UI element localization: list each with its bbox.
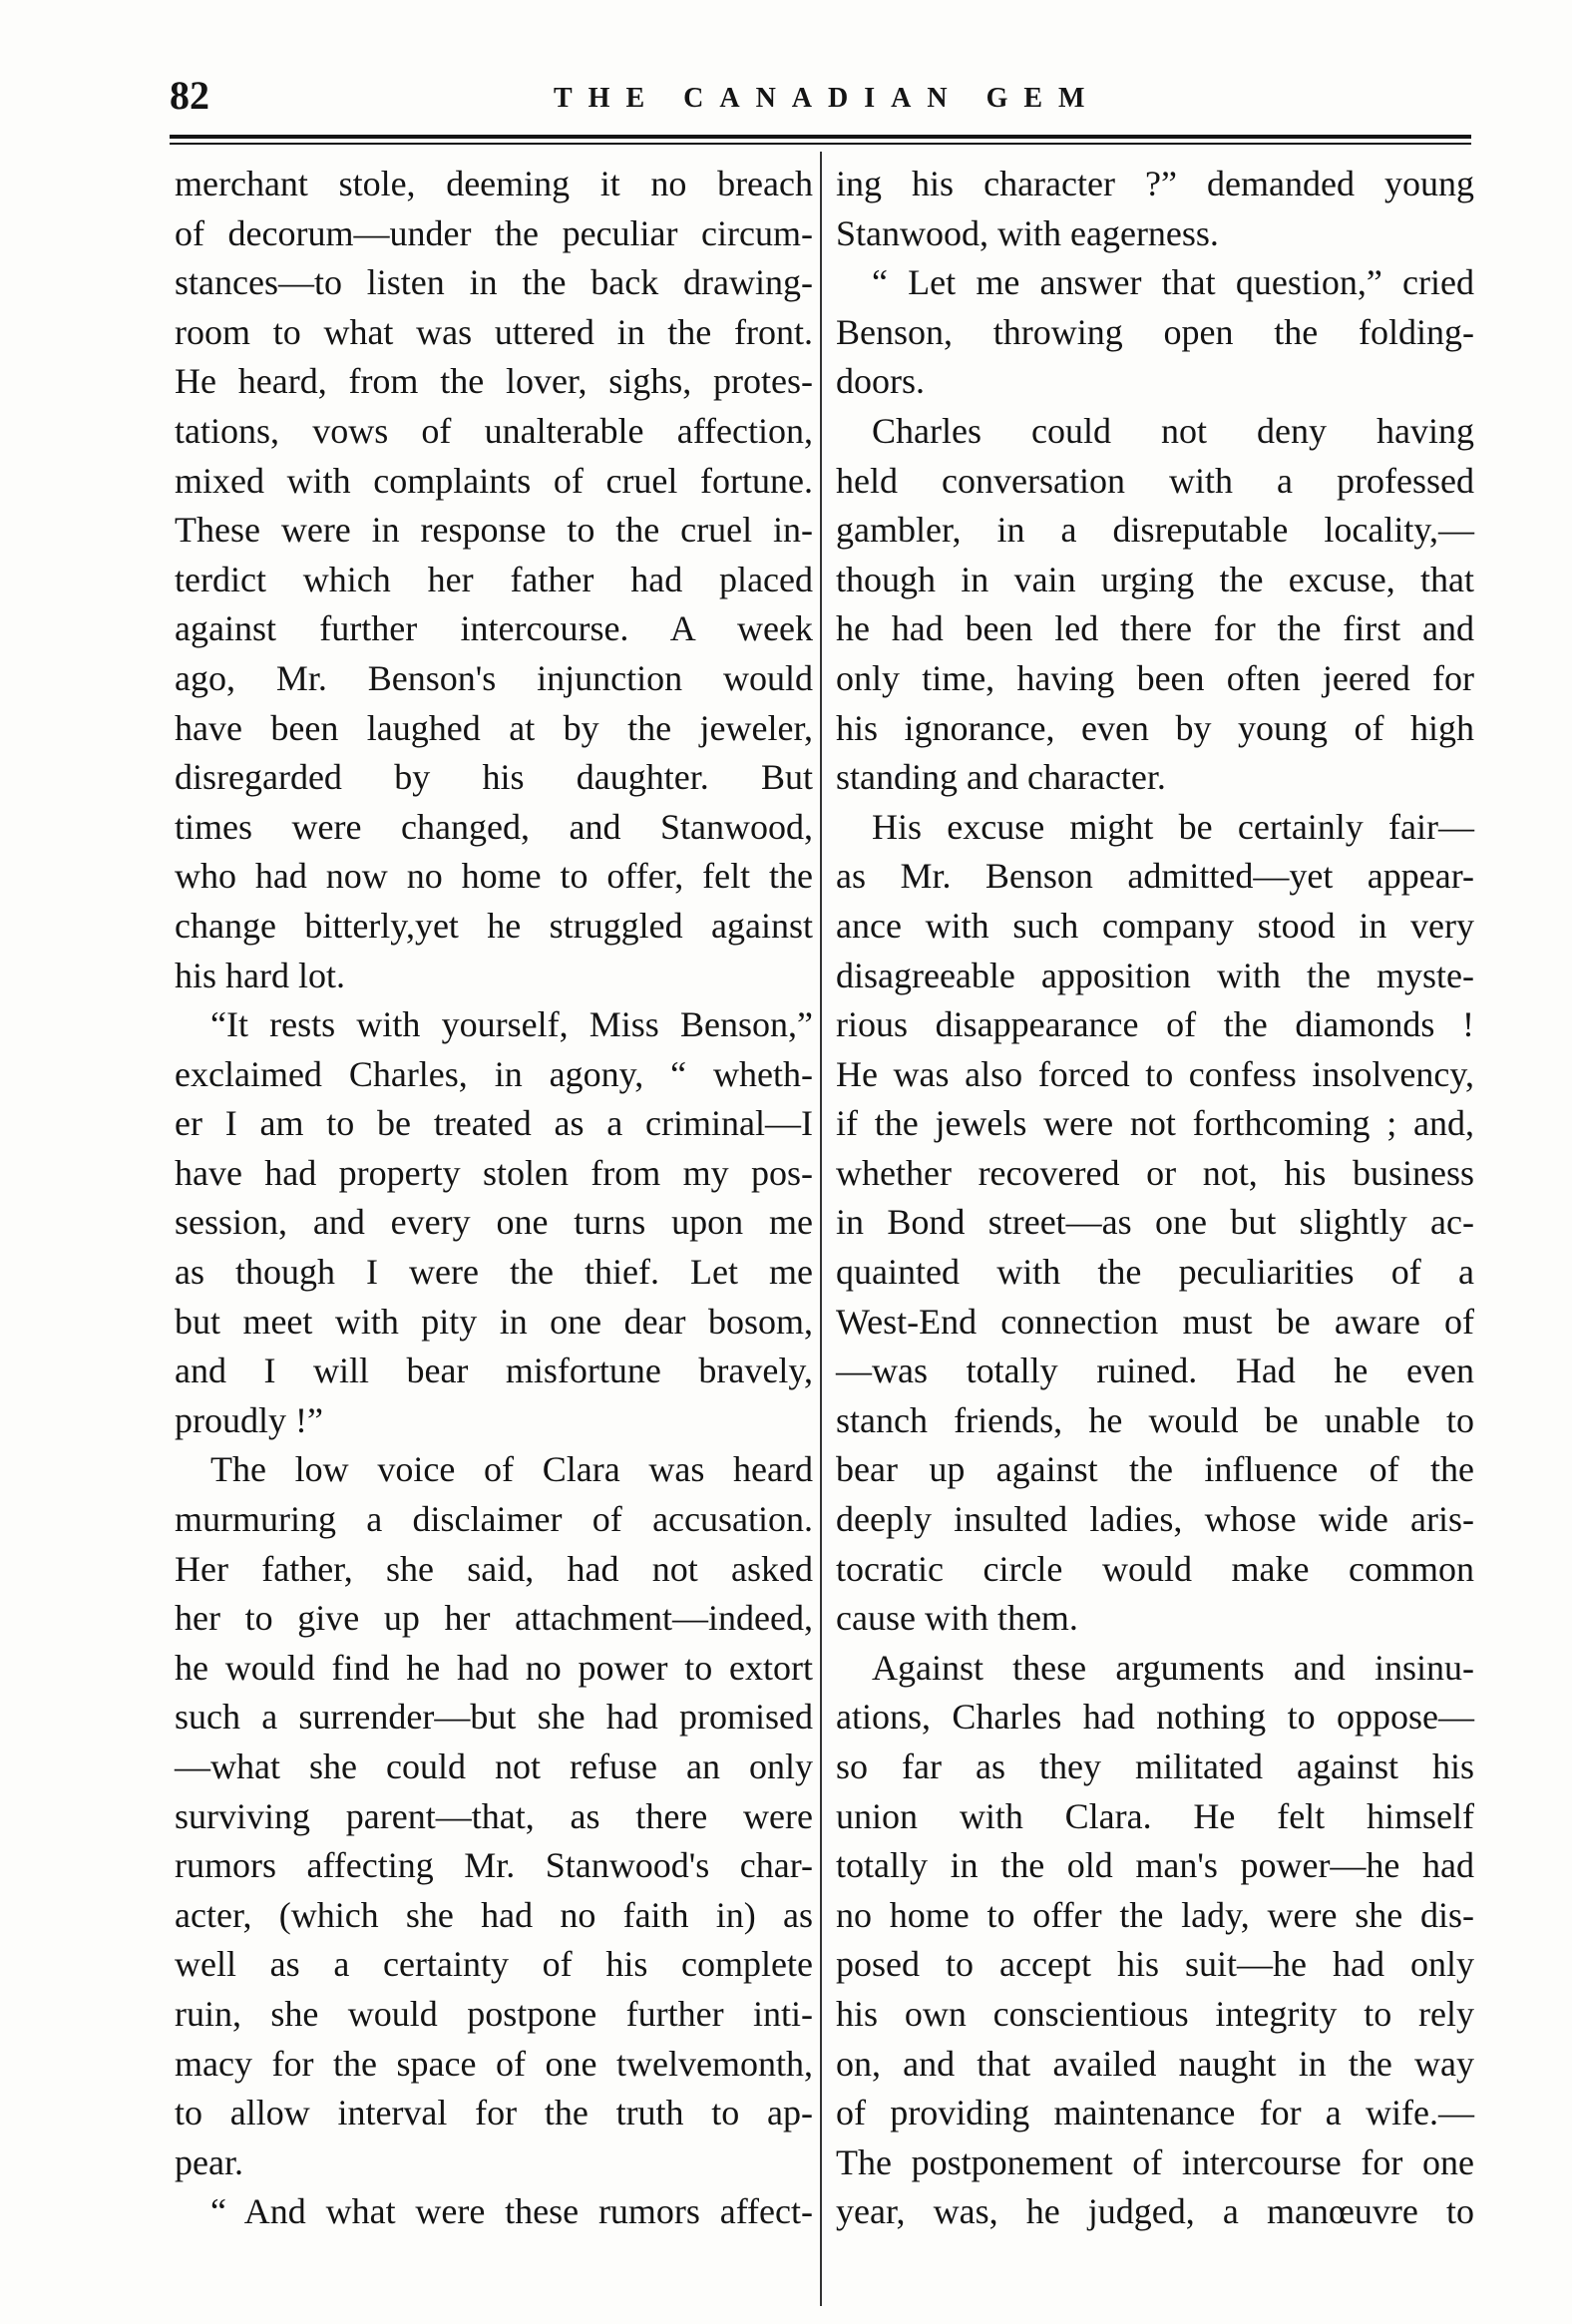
- text-line: have been laughed at by the jeweler,: [175, 707, 813, 748]
- text-line: who had now no home to offer, felt the: [175, 856, 813, 897]
- text-line: rumors affecting Mr. Stanwood's char-: [175, 1845, 813, 1886]
- text-line: to allow interval for the truth to ap-: [175, 2093, 813, 2133]
- text-line: Benson, throwing open the folding-: [836, 311, 1474, 352]
- text-line: session, and every one turns upon me: [175, 1202, 813, 1243]
- text-line: These were in response to the cruel in-: [175, 510, 813, 551]
- text-line: gambler, in a disreputable locality,—: [836, 510, 1474, 551]
- text-line: acter, (which she had no faith in) as: [175, 1894, 813, 1935]
- text-line: his own conscientious integrity to rely: [836, 1993, 1474, 2034]
- text-line: mixed with complaints of cruel fortune.: [175, 460, 813, 501]
- text-line: Charles could not deny having: [872, 410, 1474, 451]
- text-line: rious disappearance of the diamonds !: [836, 1004, 1474, 1045]
- text-line: ruin, she would postpone further inti-: [175, 1993, 813, 2034]
- text-line: merchant stole, deeming it no breach: [175, 164, 813, 203]
- text-line: only time, having been often jeered for: [836, 657, 1474, 698]
- text-line: murmuring a disclaimer of accusation.: [175, 1499, 813, 1540]
- text-line: “ And what were these rumors affect-: [210, 2191, 813, 2232]
- text-line: proudly !”: [175, 1399, 323, 1440]
- text-line: He heard, from the lover, sighs, protes-: [175, 361, 813, 402]
- text-line: totally in the old man's power—he had: [836, 1845, 1474, 1886]
- text-line: year, was, he judged, a manœuvre to: [836, 2191, 1474, 2232]
- text-line: so far as they militated against his: [836, 1746, 1474, 1786]
- text-line: ations, Charles had nothing to oppose—: [836, 1697, 1474, 1738]
- text-line: terdict which her father had placed: [175, 559, 813, 599]
- text-line: stances—to listen in the back drawing-: [175, 262, 813, 303]
- text-line: of providing maintenance for a wife.—: [836, 2093, 1474, 2133]
- text-line: if the jewels were not forthcoming ; and,: [836, 1103, 1474, 1144]
- text-line: pear.: [175, 2141, 243, 2182]
- text-line: tocratic circle would make common: [836, 1548, 1474, 1589]
- text-line: “ Let me answer that question,” cried: [872, 262, 1474, 303]
- running-title: THE CANADIAN GEM: [554, 83, 1101, 114]
- text-line: standing and character.: [836, 757, 1166, 798]
- text-line: and I will bear misfortune bravely,: [175, 1351, 813, 1391]
- text-line: his hard lot.: [175, 955, 345, 995]
- text-line: macy for the space of one twelvemonth,: [175, 2043, 813, 2084]
- text-line: stanch friends, he would be unable to: [836, 1399, 1474, 1440]
- text-line: He was also forced to confess insolvency,: [836, 1053, 1474, 1094]
- text-line: have had property stolen from my pos-: [175, 1152, 813, 1193]
- text-line: but meet with pity in one dear bosom,: [175, 1301, 813, 1342]
- text-line: union with Clara. He felt himself: [836, 1795, 1474, 1836]
- text-line: change bitterly,yet he struggled against: [175, 905, 813, 946]
- text-line: he would find he had no power to extort: [175, 1647, 813, 1688]
- right-column: [836, 160, 1474, 2237]
- text-line: er I am to be treated as a criminal—I: [175, 1103, 813, 1144]
- text-line: His excuse might be certainly fair—: [872, 806, 1474, 847]
- text-line: ing his character ?” demanded young: [836, 164, 1474, 203]
- text-line: Stanwood, with eagerness.: [836, 212, 1219, 253]
- text-line: ance with such company stood in very: [836, 905, 1474, 946]
- text-line: he had been led there for the first and: [836, 608, 1474, 649]
- text-line: in Bond street—as one but slightly ac-: [836, 1202, 1474, 1243]
- text-line: posed to accept his suit—he had only: [836, 1944, 1474, 1985]
- text-line: her to give up her attachment—indeed,: [175, 1598, 813, 1639]
- header-rule-thin: [170, 143, 1471, 145]
- text-line: as Mr. Benson admitted—yet appear-: [836, 856, 1474, 897]
- text-line: West-End connection must be aware of: [836, 1301, 1474, 1342]
- text-line: —was totally ruined. Had he even: [836, 1351, 1474, 1391]
- text-line: bear up against the influence of the: [836, 1449, 1474, 1490]
- text-line: no home to offer the lady, were she dis-: [836, 1894, 1474, 1935]
- text-line: ago, Mr. Benson's injunction would: [175, 657, 813, 698]
- text-line: exclaimed Charles, in agony, “ wheth-: [175, 1053, 813, 1094]
- text-line: surviving parent—that, as there were: [175, 1795, 813, 1836]
- text-line: doors.: [836, 361, 925, 402]
- text-line: times were changed, and Stanwood,: [175, 806, 813, 847]
- text-line: quainted with the peculiarities of a: [836, 1252, 1474, 1293]
- text-line: “It rests with yourself, Miss Benson,”: [210, 1004, 813, 1045]
- text-line: Against these arguments and insinu-: [872, 1647, 1474, 1688]
- text-line: deeply insulted ladies, whose wide aris-: [836, 1499, 1474, 1540]
- text-line: tations, vows of unalterable affection,: [175, 410, 813, 451]
- page-number: 82: [170, 73, 209, 118]
- header-rule-thick: [170, 135, 1471, 139]
- text-line: Her father, she said, had not asked: [175, 1548, 813, 1589]
- text-line: against further intercourse. A week: [175, 608, 813, 649]
- text-line: of decorum—under the peculiar circum-: [175, 212, 813, 253]
- page-header: [170, 72, 1471, 132]
- text-line: though in vain urging the excuse, that: [836, 559, 1474, 599]
- column-divider: [820, 152, 822, 2306]
- text-line: such a surrender—but she had promised: [175, 1697, 813, 1738]
- text-line: as though I were the thief. Let me: [175, 1252, 813, 1293]
- text-line: his ignorance, even by young of high: [836, 707, 1474, 748]
- text-line: The low voice of Clara was heard: [210, 1449, 813, 1490]
- text-line: disregarded by his daughter. But: [175, 757, 813, 798]
- text-line: room to what was uttered in the front.: [175, 311, 813, 352]
- text-line: whether recovered or not, his business: [836, 1152, 1474, 1193]
- text-line: held conversation with a professed: [836, 460, 1474, 501]
- text-line: cause with them.: [836, 1598, 1078, 1639]
- text-line: The postponement of intercourse for one: [836, 2141, 1474, 2182]
- text-line: on, and that availed naught in the way: [836, 2043, 1474, 2084]
- text-line: disagreeable apposition with the myste-: [836, 955, 1474, 995]
- left-column: [175, 160, 813, 2237]
- text-line: well as a certainty of his complete: [175, 1944, 813, 1985]
- text-line: —what she could not refuse an only: [175, 1746, 813, 1786]
